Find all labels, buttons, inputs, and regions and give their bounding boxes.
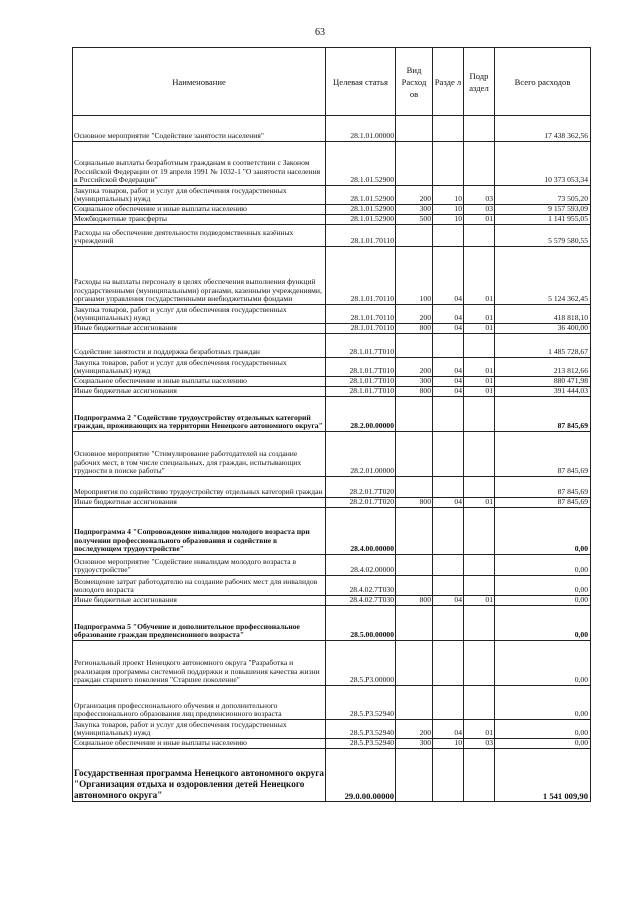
row-podrazdel: 03	[464, 186, 495, 205]
table-row	[73, 205, 591, 215]
row-name: Региональный проект Ненецкого автономного округа "Разработка и реализация программы системной поддержки и повышения качества жизни граждан старшего поколения "Старшее поколение"	[73, 641, 326, 686]
table-row	[73, 116, 591, 142]
row-vid	[396, 641, 433, 686]
row-total: 9 157 593,09	[495, 205, 591, 215]
row-podrazdel: 01	[464, 596, 495, 606]
row-vid	[396, 749, 433, 802]
table-row	[73, 142, 591, 186]
row-name: Расходы на выплаты персоналу в целях обеспечения выполнения функций государственными (муниципальными) органами, казенными учреждениями, органами управления государственными внебюджетными фондами	[73, 247, 326, 305]
row-target: 28.1.01.00000	[326, 116, 396, 142]
row-target: 28.5.Р3.52940	[326, 686, 396, 720]
row-total: 391 444,03	[495, 387, 591, 397]
row-razdel: 10	[433, 215, 464, 225]
row-total: 0,00	[495, 508, 591, 555]
row-podrazdel: 01	[464, 358, 495, 377]
row-total: 0,00	[495, 555, 591, 576]
row-name: Иные бюджетные ассигнования	[73, 596, 326, 606]
row-vid: 800	[396, 498, 433, 508]
table-row	[73, 555, 591, 576]
row-razdel	[433, 686, 464, 720]
row-target: 28.5.Р3.00000	[326, 641, 396, 686]
row-vid: 200	[396, 186, 433, 205]
table-row	[73, 377, 591, 387]
row-vid	[396, 508, 433, 555]
row-name: Социальное обеспечение и иные выплаты населению	[73, 205, 326, 215]
row-vid: 800	[396, 387, 433, 397]
row-podrazdel: 03	[464, 205, 495, 215]
row-target: 28.4.02.7Т030	[326, 596, 396, 606]
header-podrazdel: Подр аздел	[464, 48, 495, 116]
row-podrazdel	[464, 686, 495, 720]
row-vid	[396, 477, 433, 498]
row-podrazdel	[464, 555, 495, 576]
row-target: 28.1.01.70110	[326, 324, 396, 334]
row-name: Иные бюджетные ассигнования	[73, 498, 326, 508]
row-razdel	[433, 606, 464, 641]
row-target: 28.1.01.7Т010	[326, 387, 396, 397]
row-name: Основное мероприятие "Содействие занятости населения"	[73, 116, 326, 142]
row-total: 5 124 362,45	[495, 247, 591, 305]
header-target: Целевая статья	[326, 48, 396, 116]
row-podrazdel: 01	[464, 247, 495, 305]
row-target: 28.2.01.7Т020	[326, 498, 396, 508]
row-podrazdel: 01	[464, 498, 495, 508]
row-total: 0,00	[495, 739, 591, 749]
row-podrazdel: 01	[464, 305, 495, 324]
row-total: 87 845,69	[495, 432, 591, 477]
row-total: 10 373 053,34	[495, 142, 591, 186]
row-razdel	[433, 225, 464, 247]
row-total: 1 141 955,05	[495, 215, 591, 225]
row-vid: 300	[396, 377, 433, 387]
row-total: 87 845,69	[495, 397, 591, 432]
row-razdel: 04	[433, 387, 464, 397]
row-podrazdel	[464, 334, 495, 358]
row-total: 1 485 728,67	[495, 334, 591, 358]
table-header	[73, 48, 591, 116]
row-razdel	[433, 508, 464, 555]
row-vid	[396, 555, 433, 576]
table-row	[73, 324, 591, 334]
row-razdel	[433, 432, 464, 477]
row-target: 28.1.01.52900	[326, 142, 396, 186]
row-name: Закупка товаров, работ и услуг для обеспечения государственных (муниципальных) нужд	[73, 186, 326, 205]
row-name: Содействие занятости и поддержка безработных граждан	[73, 334, 326, 358]
row-name: Межбюджетные трансферты	[73, 215, 326, 225]
header-total: Всего расходов	[495, 48, 591, 116]
row-vid: 300	[396, 205, 433, 215]
table-row	[73, 305, 591, 324]
row-razdel: 04	[433, 720, 464, 739]
row-razdel	[433, 641, 464, 686]
row-name: Подпрограмма 2 "Содействие трудоустройству отдельных категорий граждан, проживающих на территории Ненецкого автономного округа"	[73, 397, 326, 432]
row-podrazdel: 01	[464, 377, 495, 387]
row-vid: 100	[396, 247, 433, 305]
row-name: Закупка товаров, работ и услуг для обеспечения государственных (муниципальных) нужд	[73, 358, 326, 377]
row-podrazdel	[464, 432, 495, 477]
row-target: 28.4.00.00000	[326, 508, 396, 555]
row-razdel	[433, 576, 464, 596]
row-vid	[396, 432, 433, 477]
row-total: 5 579 580,55	[495, 225, 591, 247]
table-row	[73, 596, 591, 606]
table-row	[73, 749, 591, 802]
row-podrazdel: 03	[464, 739, 495, 749]
table-row	[73, 358, 591, 377]
row-razdel	[433, 749, 464, 802]
header-razdel: Разде л	[433, 48, 464, 116]
row-name: Основное мероприятие "Стимулирование работодателей на создание рабочих мест, в том числе специальных, для граждан, испытывающих трудности в поиске работы"	[73, 432, 326, 477]
row-name: Социальное обеспечение и иные выплаты населению	[73, 377, 326, 387]
row-target: 28.5.Р3.52940	[326, 720, 396, 739]
row-total: 418 818,10	[495, 305, 591, 324]
row-vid	[396, 606, 433, 641]
row-razdel: 04	[433, 596, 464, 606]
table-row	[73, 641, 591, 686]
row-total: 0,00	[495, 720, 591, 739]
row-target: 28.1.01.70110	[326, 225, 396, 247]
row-total: 0,00	[495, 576, 591, 596]
row-vid: 800	[396, 596, 433, 606]
row-target: 28.1.01.70110	[326, 247, 396, 305]
page-number: 63	[315, 27, 325, 38]
row-target: 28.2.00.00000	[326, 397, 396, 432]
table-row	[73, 576, 591, 596]
row-vid: 800	[396, 324, 433, 334]
header-vid: Вид Расход ов	[396, 48, 433, 116]
row-target: 28.1.01.52900	[326, 205, 396, 215]
row-podrazdel: 01	[464, 387, 495, 397]
row-target: 28.1.01.7Т010	[326, 334, 396, 358]
row-podrazdel	[464, 225, 495, 247]
table-row	[73, 225, 591, 247]
row-name: Закупка товаров, работ и услуг для обеспечения государственных (муниципальных) нужд	[73, 305, 326, 324]
row-target: 28.2.01.00000	[326, 432, 396, 477]
row-razdel: 10	[433, 205, 464, 215]
row-vid: 200	[396, 720, 433, 739]
row-target: 28.2.01.7Т020	[326, 477, 396, 498]
row-target: 28.1.01.70110	[326, 305, 396, 324]
row-podrazdel	[464, 116, 495, 142]
row-target: 28.4.02.00000	[326, 555, 396, 576]
row-target: 28.5.Р3.52940	[326, 739, 396, 749]
row-total: 73 505,20	[495, 186, 591, 205]
row-podrazdel	[464, 508, 495, 555]
row-vid	[396, 686, 433, 720]
table-row	[73, 186, 591, 205]
row-total: 213 812,66	[495, 358, 591, 377]
row-total: 0,00	[495, 596, 591, 606]
row-name: Иные бюджетные ассигнования	[73, 324, 326, 334]
row-target: 29.0.00.00000	[326, 749, 396, 802]
row-total: 0,00	[495, 606, 591, 641]
row-razdel: 04	[433, 305, 464, 324]
row-name: Социальные выплаты безработным гражданам в соответствии с Законом Российской Федерации от 19 апреля 1991 № 1032-1 "О занятости населения в Российской Федерации"	[73, 142, 326, 186]
row-podrazdel	[464, 749, 495, 802]
row-name: Социальное обеспечение и иные выплаты населению	[73, 739, 326, 749]
row-total: 1 541 009,90	[495, 749, 591, 802]
row-razdel: 04	[433, 324, 464, 334]
table-row	[73, 739, 591, 749]
row-total: 17 438 362,56	[495, 116, 591, 142]
row-name: Расходы на обеспечение деятельности подведомственных казённых учреждений	[73, 225, 326, 247]
row-name: Основное мероприятие "Содействие инвалидам молодого возраста в трудоустройстве"	[73, 555, 326, 576]
table-row	[73, 606, 591, 641]
row-total: 880 471,98	[495, 377, 591, 387]
table-row	[73, 387, 591, 397]
row-podrazdel	[464, 641, 495, 686]
header-name: Наименование	[73, 48, 326, 116]
row-target: 28.1.01.52900	[326, 215, 396, 225]
row-razdel	[433, 477, 464, 498]
row-vid: 200	[396, 305, 433, 324]
row-razdel	[433, 334, 464, 358]
row-name: Подпрограмма 4 "Сопровождение инвалидов молодого возраста при получении профессионального образования и содействие в последующем трудоустройстве"	[73, 508, 326, 555]
row-podrazdel	[464, 397, 495, 432]
row-podrazdel: 01	[464, 215, 495, 225]
row-razdel	[433, 116, 464, 142]
table-row	[73, 215, 591, 225]
row-total: 0,00	[495, 686, 591, 720]
row-razdel: 04	[433, 498, 464, 508]
table-row	[73, 477, 591, 498]
row-name: Государственная программа Ненецкого автономного округа "Организация отдыха и оздоровления детей Ненецкого автономного округа"	[73, 749, 326, 802]
table-row	[73, 397, 591, 432]
row-vid	[396, 225, 433, 247]
row-razdel	[433, 555, 464, 576]
row-razdel	[433, 397, 464, 432]
row-name: Возмещение затрат работодателю на создание рабочих мест для инвалидов молодого возраста	[73, 576, 326, 596]
row-vid	[396, 116, 433, 142]
row-target: 28.1.01.52900	[326, 186, 396, 205]
row-vid: 200	[396, 358, 433, 377]
row-razdel: 10	[433, 739, 464, 749]
row-target: 28.5.00.00000	[326, 606, 396, 641]
row-name: Подпрограмма 5 "Обучение и дополнительное профессиональное образование граждан предпенсионного возраста"	[73, 606, 326, 641]
row-vid	[396, 334, 433, 358]
table-row	[73, 686, 591, 720]
row-razdel	[433, 142, 464, 186]
table-row	[73, 720, 591, 739]
row-podrazdel	[464, 606, 495, 641]
row-podrazdel: 01	[464, 720, 495, 739]
table-row	[73, 247, 591, 305]
budget-table	[72, 47, 591, 802]
row-name: Иные бюджетные ассигнования	[73, 387, 326, 397]
row-target: 28.1.01.7Т010	[326, 358, 396, 377]
row-vid: 300	[396, 739, 433, 749]
row-total: 87 845,69	[495, 477, 591, 498]
row-name: Закупка товаров, работ и услуг для обеспечения государственных (муниципальных) нужд	[73, 720, 326, 739]
table-row	[73, 498, 591, 508]
row-razdel: 04	[433, 247, 464, 305]
row-podrazdel	[464, 477, 495, 498]
row-name: Организация профессионального обучения и дополнительного профессионального образования лиц предпенсионного возраста	[73, 686, 326, 720]
row-vid: 500	[396, 215, 433, 225]
row-vid	[396, 142, 433, 186]
row-target: 28.1.01.7Т010	[326, 377, 396, 387]
row-total: 0,00	[495, 641, 591, 686]
row-podrazdel: 01	[464, 324, 495, 334]
row-vid	[396, 576, 433, 596]
table-row	[73, 432, 591, 477]
row-total: 87 845,69	[495, 498, 591, 508]
row-target: 28.4.02.7Т030	[326, 576, 396, 596]
table-row	[73, 334, 591, 358]
table-row	[73, 508, 591, 555]
table-body	[73, 116, 591, 802]
row-razdel: 04	[433, 377, 464, 387]
row-podrazdel	[464, 576, 495, 596]
row-vid	[396, 397, 433, 432]
row-razdel: 10	[433, 186, 464, 205]
row-podrazdel	[464, 142, 495, 186]
row-name: Мероприятия по содействию трудоустройству отдельных категорий граждан	[73, 477, 326, 498]
row-razdel: 04	[433, 358, 464, 377]
row-total: 36 400,00	[495, 324, 591, 334]
